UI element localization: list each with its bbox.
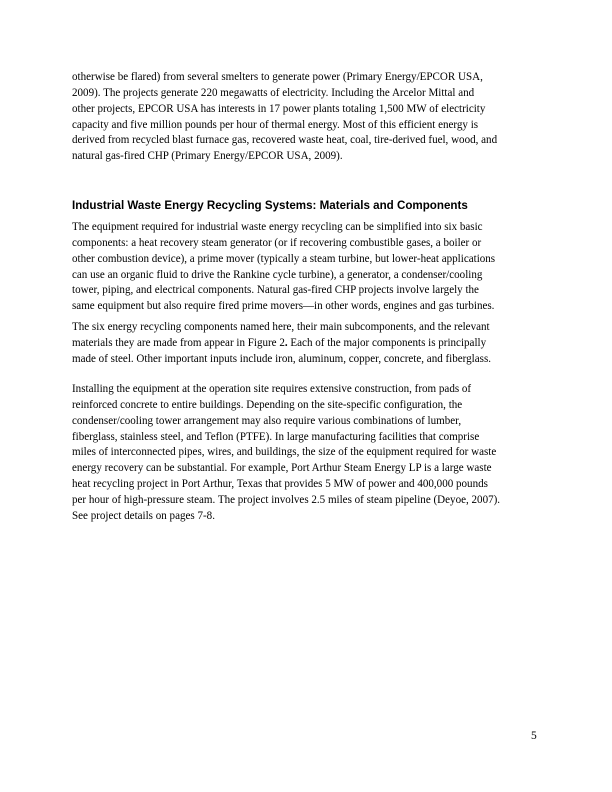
section-heading: Industrial Waste Energy Recycling Systems: Materials and Components	[72, 199, 468, 212]
text-line: other combustion device), a prime mover (typically a steam turbine, but lower-heat applications	[72, 252, 496, 265]
text-line: fiberglass, stainless steel, and Teflon (PTFE). In large manufacturing facilities that comprise	[72, 430, 480, 443]
text-line: other projects, EPCOR USA has interests in 17 power plants totaling 1,500 MW of electricity	[72, 102, 486, 115]
text-line: 2009). The projects generate 220 megawatts of electricity. Including the Arcelor Mittal and	[72, 86, 475, 99]
text-line: heat recycling project in Port Arthur, Texas that provides 5 MW of power and 400,000 pounds	[72, 478, 488, 491]
paragraph-smelters-power	[72, 70, 548, 165]
page-number: 5	[531, 730, 537, 742]
paragraph-components-materials	[72, 320, 548, 368]
text-line: The six energy recycling components named here, their main subcomponents, and the relevant	[72, 321, 490, 333]
text-line: tower, piping, and electrical components. Natural gas-fired CHP projects involve largely the	[72, 284, 479, 297]
text-line: otherwise be flared) from several smelters to generate power (Primary Energy/EPCOR USA,	[72, 71, 483, 83]
text-line: reinforced concrete to entire buildings. Depending on the site-specific configuration, the	[72, 398, 463, 411]
text-line: capacity and five million pounds per hour of thermal energy. Most of this efficient energy is	[72, 118, 479, 131]
text-line: components: a heat recovery steam generator (or if recovering combustible gases, a boiler or	[72, 236, 482, 249]
text-line: can use an organic fluid to drive the Rankine cycle turbine), a generator, a condenser/cooling	[72, 268, 483, 281]
text-line: derived from recycled blast furnace gas, recovered waste heat, coal, tire-derived fuel, wood, and	[72, 134, 498, 147]
text-line: condenser/cooling tower arrangement may also require various combinations of lumber,	[72, 414, 462, 427]
text-line: energy recovery can be substantial. For example, Port Arthur Steam Energy LP is a large waste	[72, 462, 492, 475]
paragraph-installation	[72, 382, 548, 525]
text-line: The equipment required for industrial waste energy recycling can be simplified into six basic	[72, 221, 483, 233]
text-run: materials they are made from appear in Figure 2	[72, 336, 285, 349]
figure-reference-period: .	[284, 336, 288, 349]
text-line: same equipment but also require fired prime movers—in other words, engines and gas turbines.	[72, 300, 495, 313]
text-line	[72, 336, 548, 352]
text-run: Each of the major components is principally	[287, 336, 487, 349]
text-line: per hour of high-pressure steam. The project involves 2.5 miles of steam pipeline (Deyoe, 2007).	[72, 493, 501, 506]
text-line: Installing the equipment at the operation site requires extensive construction, from pads of	[72, 383, 472, 395]
text-line: natural gas-fired CHP (Primary Energy/EPCOR USA, 2009).	[72, 150, 343, 163]
text-line: See project details on pages 7-8.	[72, 509, 215, 522]
text-line: miles of interconnected pipes, wires, and buildings, the size of the equipment required for waste	[72, 446, 497, 459]
text-line: made of steel. Other important inputs include iron, aluminum, copper, concrete, and fiberglass.	[72, 352, 492, 365]
paragraph-equipment-components	[72, 220, 548, 315]
